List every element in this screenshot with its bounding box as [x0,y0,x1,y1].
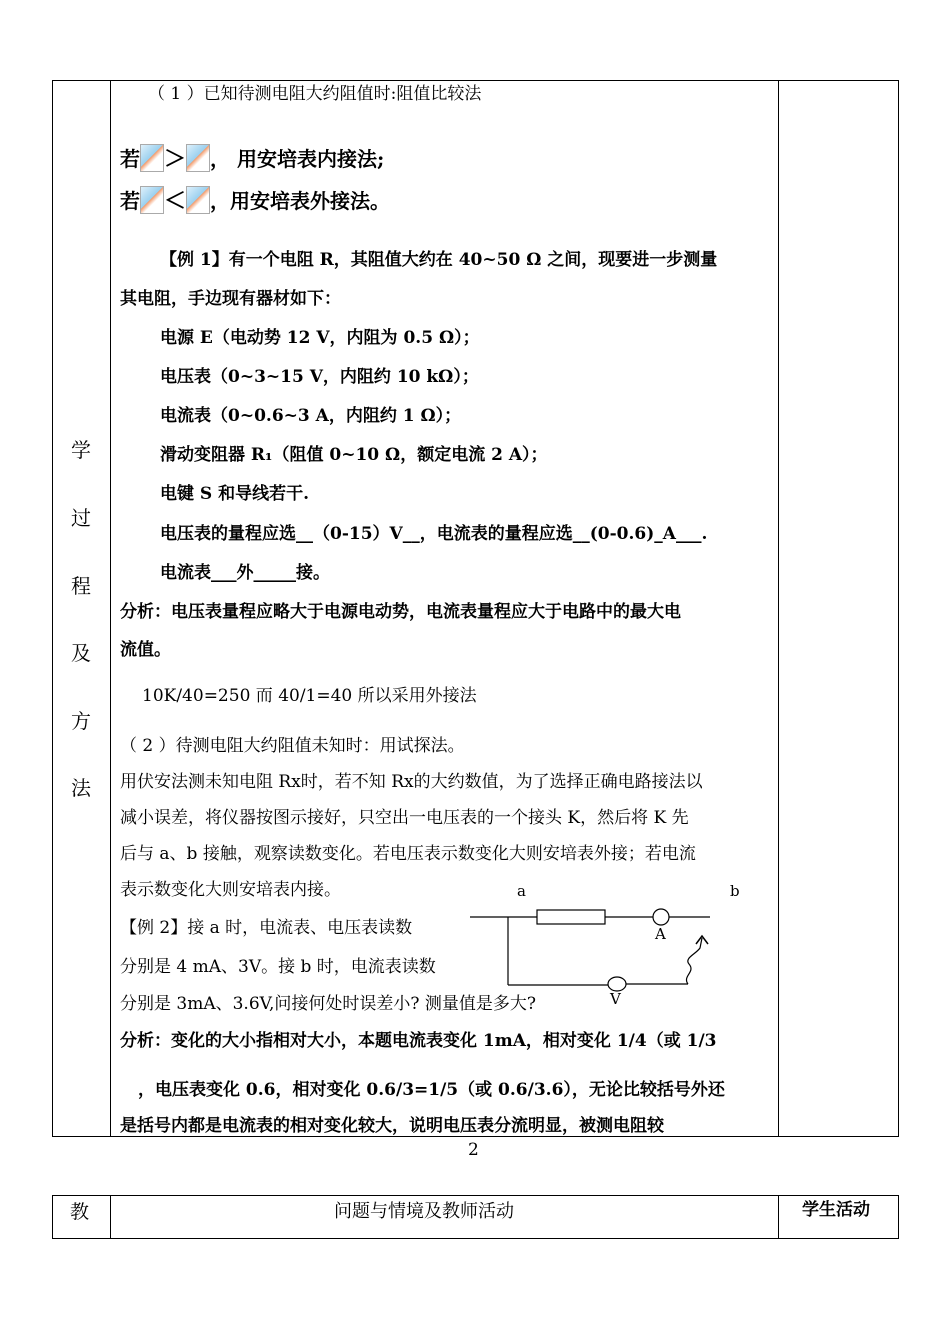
table-left-border [52,80,53,1136]
table-col2-border [778,80,779,1136]
equipment-source: 电源 E（电动势 12 V，内阻为 0.5 Ω）； [160,328,480,348]
image-placeholder-icon [140,186,164,214]
greater-than-sign: ＞ [164,146,187,172]
line-prefix: 若 [120,147,140,171]
method-2-line3: 后与 a、b 接触，观察读数变化。若电压表示数变化大则安培表外接；若电流 [120,844,696,864]
example1-line2: 其电阻，手边现有器材如下： [120,289,341,309]
analysis-2-line1: 分析：变化的大小指相对大小，本题电流表变化 1mA，相对变化 1/4（或 1/3 [120,1031,717,1051]
table-col1-border [110,80,111,1136]
calculation-line: 10K/40=250 而 40/1=40 所以采用外接法 [142,686,477,706]
line-prefix: 若 [120,189,140,213]
header-teaching-cell: 教 [70,1201,90,1223]
circuit-diagram [460,900,740,1010]
header-table-bottom [52,1238,899,1239]
table-bottom-border [52,1136,899,1137]
example2-line1: 【例 2】接 a 时，电流表、电压表读数 [120,918,413,938]
line-suffix: ，用安培表外接法。 [210,189,391,213]
image-placeholder-icon [186,186,210,214]
side-label-2: 过 [71,506,91,530]
side-label-4: 及 [71,641,91,665]
method-2-title: （ 2 ）待测电阻大约阻值未知时：用试探法。 [120,736,465,756]
analysis-2-line3: 是括号内都是电流表的相对变化较大，说明电压表分流明显，被测电阻较 [120,1116,664,1136]
equipment-ammeter: 电流表（0~0.6~3 A，内阻约 1 Ω）； [160,406,462,426]
line-outer-connect [120,186,390,214]
equipment-rheostat: 滑动变阻器 R₁（阻值 0~10 Ω，额定电流 2 A）； [160,445,548,465]
voltmeter-symbol [608,977,626,991]
side-label-5: 方 [71,709,91,733]
resistor [537,910,605,924]
header-table-col2 [778,1195,779,1238]
header-teacher-activity: 问题与情境及教师活动 [334,1201,514,1222]
header-table-top [52,1195,899,1196]
answer-ranges: 电压表的量程应选__（0-15）V__，电流表的量程应选__(0-0.6)_A___. [160,524,708,544]
example2-line3: 分别是 3mA、3.6V,问接何处时误差小? 测量值是多大? [120,994,536,1014]
header-table-right [898,1195,899,1238]
equipment-switch: 电键 S 和导线若干. [160,484,310,504]
line-suffix: ， 用安培表内接法; [210,147,385,171]
analysis-2-line2: ，电压表变化 0.6，相对变化 0.6/3=1/5（或 0.6/3.6），无论比较括号外还 [138,1080,725,1100]
ammeter-label: A [655,925,666,943]
example1-title: 【例 1】有一个电阻 R，其阻值大约在 40~50 Ω 之间，现要进一步测量 [160,250,718,270]
answer-connection: 电流表___外_____接。 [160,563,330,583]
page-number: 2 [468,1140,479,1160]
method-2-line4: 表示数变化大则安培表内接。 [120,880,341,900]
less-than-sign: ＜ [164,188,187,214]
method-2-line2: 减小误差，将仪器按图示接好，只空出一电压表的一个接头 K，然后将 K 先 [120,808,689,828]
table-top-border [52,80,899,81]
image-placeholder-icon [186,144,210,172]
header-table-col1 [110,1195,111,1238]
line-inner-connect [120,144,384,172]
side-label-3: 程 [71,574,91,598]
header-table-left [52,1195,53,1238]
header-student-activity: 学生活动 [802,1200,870,1220]
analysis-1-line1: 分析：电压表量程应略大于电源电动势，电流表量程应大于电路中的最大电 [120,602,681,622]
line-method-1: （ 1 ）已知待测电阻大约阻值时:阻值比较法 [148,84,482,104]
terminal-b-label: b [730,882,740,900]
side-label-1: 学 [71,438,91,462]
voltmeter-label: V [610,990,621,1008]
side-label-6: 法 [71,776,91,800]
terminal-a-label: a [517,882,526,900]
example2-line2: 分别是 4 mA、3V。接 b 时，电流表读数 [120,957,436,977]
analysis-1-line2: 流值。 [120,640,171,660]
image-placeholder-icon [140,144,164,172]
ammeter-symbol [653,909,669,925]
equipment-voltmeter: 电压表（0~3~15 V，内阻约 10 kΩ）； [160,367,479,387]
method-2-line1: 用伏安法测未知电阻 Rx时，若不知 Rx的大约数值，为了选择正确电路接法以 [120,772,703,792]
table-right-border [898,80,899,1136]
